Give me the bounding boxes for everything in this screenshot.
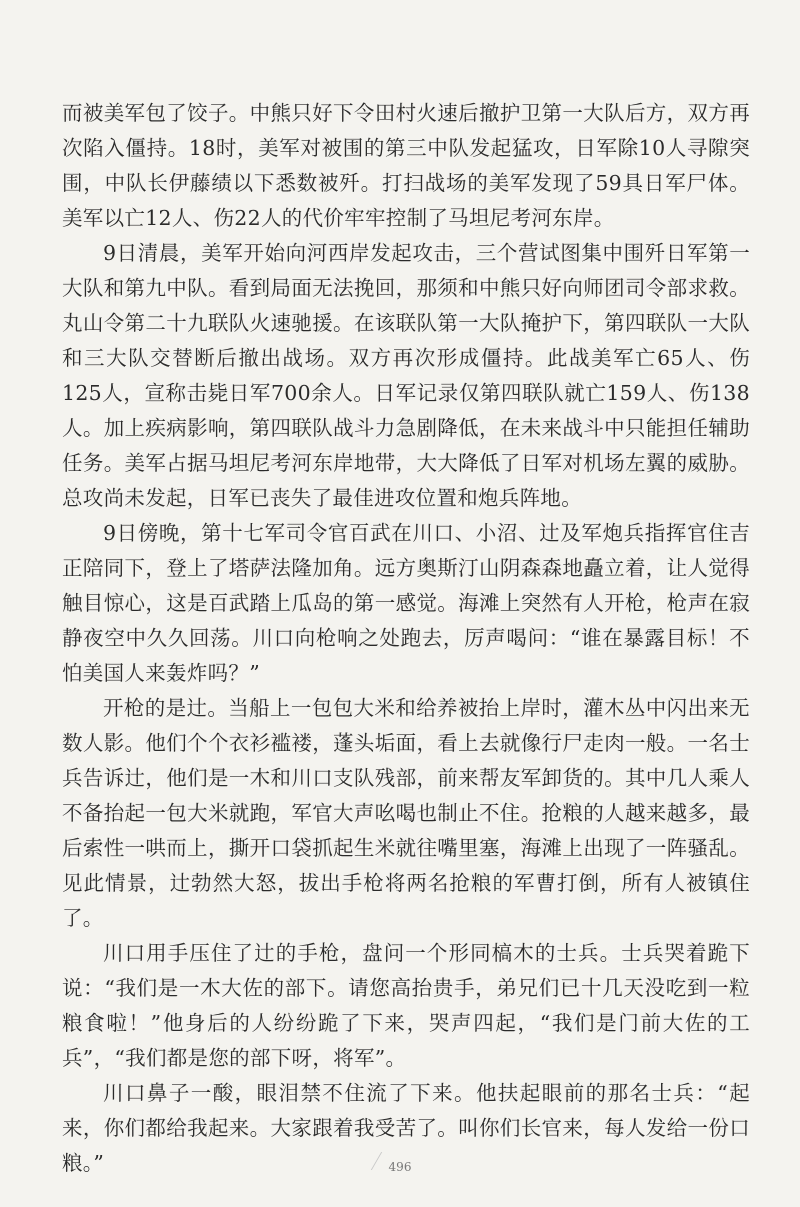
paragraph: 9日傍晚，第十七军司令官百武在川口、小沼、辻及军炮兵指挥官住吉正陪同下，登上了塔萨法隆加角。远方奥斯汀山阴森森地矗立着，让人觉得触目惊心，这是百武踏上瓜岛的第一感觉。海滩上突然有人开枪，枪声在寂静夜空中久久回荡。川口向枪响之处跑去，厉声喝问：“谁在暴露目标！不怕美国人来轰炸吗？” [62,521,750,685]
paragraph: 川口用手压住了辻的手枪，盘问一个形同槁木的士兵。士兵哭着跪下说：“我们是一木大佐的部下。请您高抬贵手，弟兄们已十几天没吃到一粒粮食啦！”他身后的人纷纷跪了下来，哭声四起，“我们是门前大佐的工兵”，“我们都是您的部下呀，将军”。 [62,941,750,1070]
body-text [62,96,750,1181]
paragraph: 9日清晨，美军开始向河西岸发起攻击，三个营试图集中围歼日军第一大队和第九中队。看到局面无法挽回，那须和中熊只好向师团司令部求救。丸山令第二十九联队火速驰援。在该联队第一大队掩护下，第四联队一大队和三大队交替断后撤出战场。双方再次形成僵持。此战美军亡65人、伤125人，宣称击毙日军700余人。日军记录仅第四联队就亡159人、伤138人。加上疾病影响，第四联队战斗力急剧降低，在未来战斗中只能担任辅助任务。美军占据马坦尼考河东岸地带，大大降低了日军对机场左翼的威胁。总攻尚未发起，日军已丧失了最佳进攻位置和炮兵阵地。 [62,241,750,510]
page-number: 496 [388,1160,412,1174]
paragraph: 开枪的是辻。当船上一包包大米和给养被抬上岸时，灌木丛中闪出来无数人影。他们个个衣衫褴褛，蓬头垢面，看上去就像行尸走肉一般。一名士兵告诉辻，他们是一木和川口支队残部，前来帮友军卸货的。其中几人乘人不备抬起一包大米就跑，军官大声吆喝也制止不住。抢粮的人越来越多，最后索性一哄而上，撕开口袋抓起生米就往嘴里塞，海滩上出现了一阵骚乱。见此情景，辻勃然大怒，拔出手枪将两名抢粮的军曹打倒，所有人被镇住了。 [62,696,750,930]
paragraph-continued: 而被美军包了饺子。中熊只好下令田村火速后撤护卫第一大队后方，双方再次陷入僵持。18时，美军对被围的第三中队发起猛攻，日军除10人寻隙突围，中队长伊藤绩以下悉数被歼。打扫战场的美军发现了59具日军尸体。美军以亡12人、伤22人的代价牢牢控制了马坦尼考河东岸。 [62,101,750,230]
paragraph: 川口鼻子一酸，眼泪禁不住流了下来。他扶起眼前的那名士兵：“起来，你们都给我起来。大家跟着我受苦了。叫你们长官来，每人发给一份口粮。” [62,1081,750,1175]
